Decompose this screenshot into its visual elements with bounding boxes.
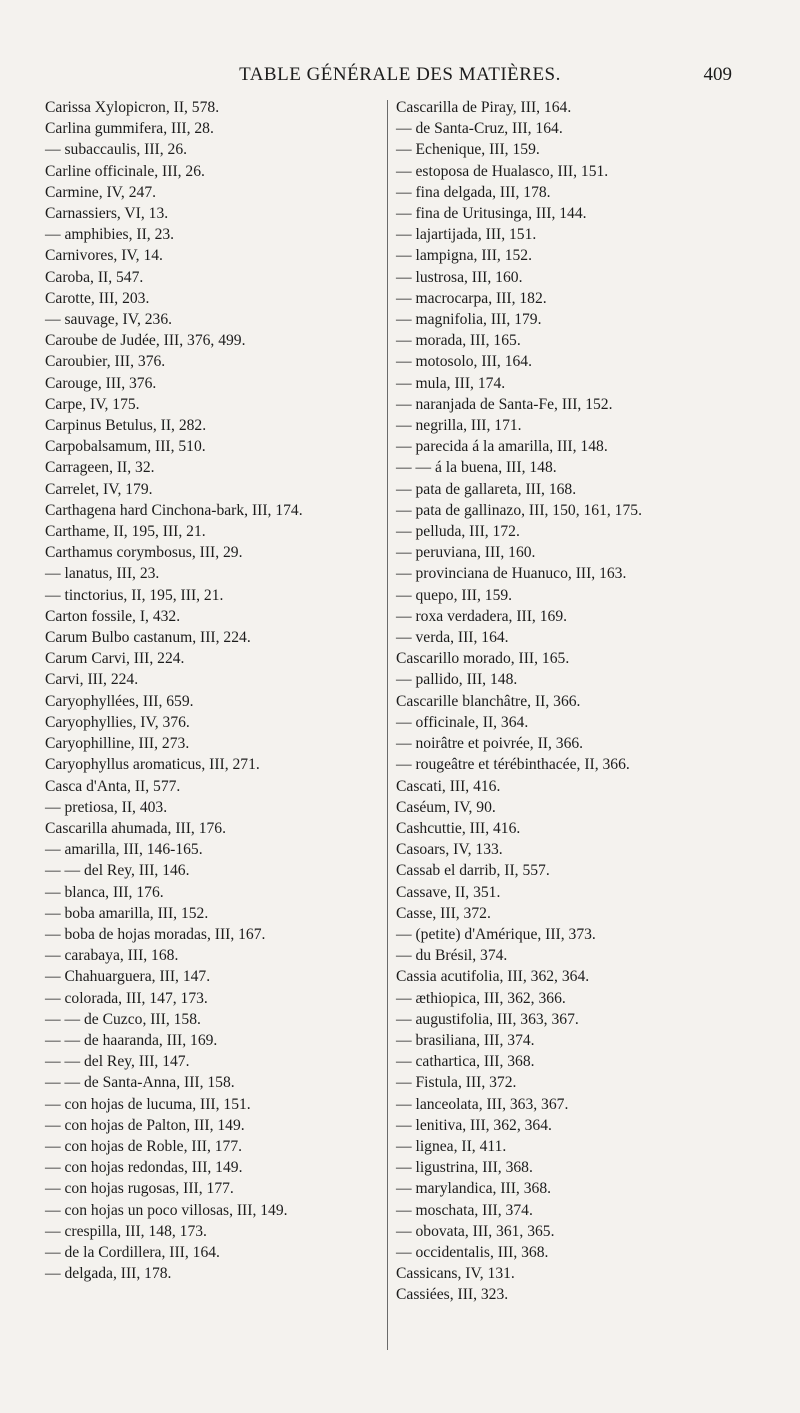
index-entry: — pata de gallinazo, III, 150, 161, 175.	[396, 501, 642, 519]
index-entry: Carouge, III, 376.	[45, 374, 157, 392]
index-entry: — colorada, III, 147, 173.	[45, 989, 208, 1007]
index-entry: — — á la buena, III, 148.	[396, 459, 557, 477]
index-entry: Carpinus Betulus, II, 282.	[45, 417, 207, 435]
index-entry: — parecida á la amarilla, III, 148.	[396, 438, 608, 456]
index-entry: — quepo, III, 159.	[396, 586, 513, 604]
index-entry: — cathartica, III, 368.	[396, 1053, 535, 1071]
index-entry: — motosolo, III, 164.	[396, 353, 533, 371]
index-entry: — con hojas de Roble, III, 177.	[45, 1137, 243, 1155]
index-entry: — magnifolia, III, 179.	[396, 311, 542, 329]
index-entry: Caryophilline, III, 273.	[45, 735, 190, 753]
index-column-right	[396, 97, 768, 1306]
index-entry: — lajartijada, III, 151.	[396, 226, 537, 244]
index-entry: Caroube de Judée, III, 376, 499.	[45, 332, 246, 350]
index-entry: Carvi, III, 224.	[45, 671, 139, 689]
index-entry: — augustifolia, III, 363, 367.	[396, 1010, 579, 1028]
index-entry: — Chahuarguera, III, 147.	[45, 968, 211, 986]
index-entry: Cascarilla ahumada, III, 176.	[45, 819, 226, 837]
index-entry: — lanatus, III, 23.	[45, 565, 160, 583]
index-entry: — lustrosa, III, 160.	[396, 268, 523, 286]
index-entry: Carotte, III, 203.	[45, 289, 150, 307]
index-entry: Casoars, IV, 133.	[396, 841, 503, 859]
index-entry: Carline officinale, III, 26.	[45, 162, 205, 180]
index-entry: Carnassiers, VI, 13.	[45, 205, 169, 223]
index-entry: — Echenique, III, 159.	[396, 141, 540, 159]
index-entry: Carlina gummifera, III, 28.	[45, 120, 214, 138]
index-entry: Carthagena hard Cinchona-bark, III, 174.	[45, 501, 303, 519]
index-entry: — negrilla, III, 171.	[396, 417, 522, 435]
index-entry: — blanca, III, 176.	[45, 883, 164, 901]
index-entry: — con hojas redondas, III, 149.	[45, 1159, 243, 1177]
index-entry: Carthame, II, 195, III, 21.	[45, 523, 206, 541]
index-entry: — pelluda, III, 172.	[396, 523, 520, 541]
index-entry: Cassia acutifolia, III, 362, 364.	[396, 968, 590, 986]
index-entry: — lenitiva, III, 362, 364.	[396, 1116, 552, 1134]
index-entry: Cassicans, IV, 131.	[396, 1265, 515, 1283]
index-entry: Carrageen, II, 32.	[45, 459, 155, 477]
index-entry: — noirâtre et poivrée, II, 366.	[396, 735, 584, 753]
index-entry: Carissa Xylopicron, II, 578.	[45, 99, 220, 116]
index-entry: — — del Rey, III, 147.	[45, 1053, 190, 1071]
index-entry: — de Santa-Cruz, III, 164.	[396, 120, 563, 138]
index-entry: — naranjada de Santa-Fe, III, 152.	[396, 395, 613, 413]
index-entry: — ligustrina, III, 368.	[396, 1159, 533, 1177]
index-entry: Caséum, IV, 90.	[396, 798, 496, 816]
index-entry: — — de haaranda, III, 169.	[45, 1031, 218, 1049]
index-entry: — fina delgada, III, 178.	[396, 183, 551, 201]
index-entry: — provinciana de Huanuco, III, 163.	[396, 565, 627, 583]
index-column-left	[45, 97, 380, 1284]
index-entry: — — de Santa-Anna, III, 158.	[45, 1074, 235, 1092]
index-entry: Caryophyllies, IV, 376.	[45, 713, 190, 731]
index-entry: — delgada, III, 178.	[45, 1265, 172, 1283]
index-entry: — amphibies, II, 23.	[45, 226, 175, 244]
index-entry: Cashcuttie, III, 416.	[396, 819, 521, 837]
index-entry: Cascarilla de Piray, III, 164.	[396, 99, 572, 116]
index-entry: — amarilla, III, 146-165.	[45, 841, 203, 859]
index-entry: — con hojas rugosas, III, 177.	[45, 1180, 234, 1198]
index-entry: Carmine, IV, 247.	[45, 183, 157, 201]
index-entry: — (petite) d'Amérique, III, 373.	[396, 925, 596, 943]
index-entry: — du Brésil, 374.	[396, 947, 508, 965]
index-entry: — lanceolata, III, 363, 367.	[396, 1095, 569, 1113]
index-entry: — lignea, II, 411.	[396, 1137, 507, 1155]
index-entry: Cassab el darrib, II, 557.	[396, 862, 550, 880]
index-entry: — con hojas un poco villosas, III, 149.	[45, 1201, 288, 1219]
index-entry: Cassave, II, 351.	[396, 883, 501, 901]
index-entry: Casse, III, 372.	[396, 904, 491, 922]
index-entry: — rougeâtre et térébinthacée, II, 366.	[396, 756, 630, 774]
index-entry: — boba de hojas moradas, III, 167.	[45, 925, 266, 943]
index-entry: — moschata, III, 374.	[396, 1201, 533, 1219]
index-entry: — lampigna, III, 152.	[396, 247, 532, 265]
index-entry: — sauvage, IV, 236.	[45, 311, 173, 329]
index-entry: — mula, III, 174.	[396, 374, 506, 392]
index-entry: — verda, III, 164.	[396, 629, 509, 647]
index-entry: Caroubier, III, 376.	[45, 353, 166, 371]
index-entry: — æthiopica, III, 362, 366.	[396, 989, 566, 1007]
index-entry: — peruviana, III, 160.	[396, 544, 536, 562]
index-entry: — pretiosa, II, 403.	[45, 798, 168, 816]
index-entry: — — del Rey, III, 146.	[45, 862, 190, 880]
index-entry: — estoposa de Hualasco, III, 151.	[396, 162, 609, 180]
index-entry: — subaccaulis, III, 26.	[45, 141, 188, 159]
index-entry: Caryophyllées, III, 659.	[45, 692, 194, 710]
index-entry: — morada, III, 165.	[396, 332, 521, 350]
index-entry: Caroba, II, 547.	[45, 268, 144, 286]
index-entry: Carthamus corymbosus, III, 29.	[45, 544, 243, 562]
index-entry: Carrelet, IV, 179.	[45, 480, 153, 498]
index-entry: Cascarille blanchâtre, II, 366.	[396, 692, 581, 710]
index-entry: — pata de gallareta, III, 168.	[396, 480, 577, 498]
index-entry: Carpobalsamum, III, 510.	[45, 438, 206, 456]
page-title: TABLE GÉNÉRALE DES MATIÈRES.	[239, 64, 561, 85]
index-entry: — tinctorius, II, 195, III, 21.	[45, 586, 224, 604]
index-entry: Casca d'Anta, II, 577.	[45, 777, 181, 795]
index-entry: — marylandica, III, 368.	[396, 1180, 552, 1198]
index-entry: — crespilla, III, 148, 173.	[45, 1222, 207, 1240]
index-entry: — roxa verdadera, III, 169.	[396, 607, 568, 625]
index-entry: Cassiées, III, 323.	[396, 1286, 509, 1304]
index-entry: — Fistula, III, 372.	[396, 1074, 517, 1092]
index-entry: — — de Cuzco, III, 158.	[45, 1010, 201, 1028]
index-entry: — de la Cordillera, III, 164.	[45, 1243, 220, 1261]
index-entry: — brasiliana, III, 374.	[396, 1031, 535, 1049]
index-entry: — con hojas de Palton, III, 149.	[45, 1116, 245, 1134]
index-entry: Cascarillo morado, III, 165.	[396, 650, 570, 668]
index-entry: — obovata, III, 361, 365.	[396, 1222, 555, 1240]
index-entry: — officinale, II, 364.	[396, 713, 529, 731]
page-number: 409	[703, 64, 732, 85]
index-entry: Carton fossile, I, 432.	[45, 607, 181, 625]
index-entry: — fina de Uritusinga, III, 144.	[396, 205, 587, 223]
index-entry: Carnivores, IV, 14.	[45, 247, 163, 265]
index-entry: Caryophyllus aromaticus, III, 271.	[45, 756, 260, 774]
index-entry: — pallido, III, 148.	[396, 671, 518, 689]
index-entry: Carum Carvi, III, 224.	[45, 650, 185, 668]
page-header	[0, 64, 800, 88]
index-entry: Carum Bulbo castanum, III, 224.	[45, 629, 251, 647]
index-entry: — con hojas de lucuma, III, 151.	[45, 1095, 251, 1113]
index-entry: — carabaya, III, 168.	[45, 947, 179, 965]
index-entry: — boba amarilla, III, 152.	[45, 904, 209, 922]
index-entry: — occidentalis, III, 368.	[396, 1243, 549, 1261]
column-divider	[387, 100, 388, 1350]
index-entry: Cascati, III, 416.	[396, 777, 501, 795]
index-entry: Carpe, IV, 175.	[45, 395, 140, 413]
index-entry: — macrocarpa, III, 182.	[396, 289, 547, 307]
